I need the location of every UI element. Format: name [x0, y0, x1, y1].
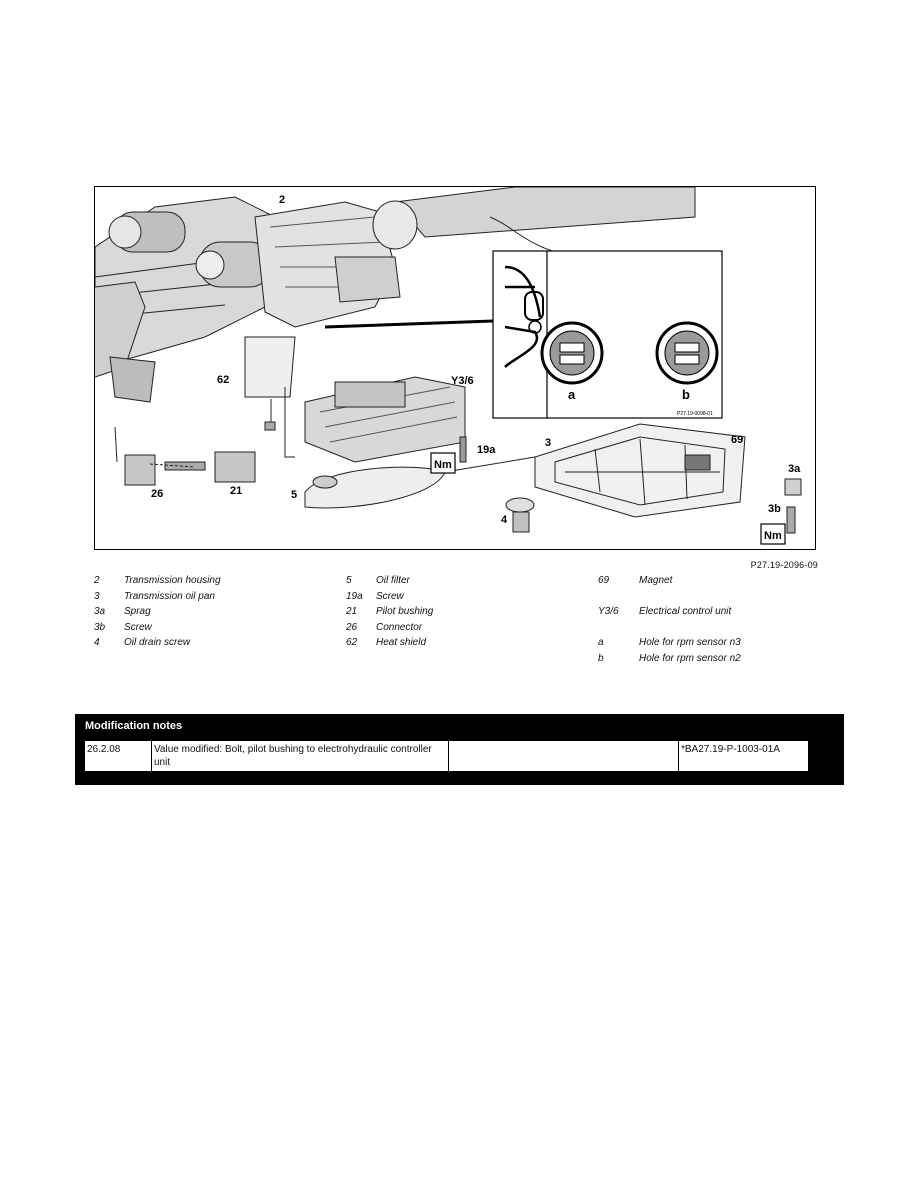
callout-62: 62: [217, 374, 230, 386]
inset-figure-id: P27.19-0098-01: [677, 411, 713, 417]
callout-69: 69: [731, 434, 744, 446]
callout-3: 3: [545, 437, 552, 449]
modification-reference: *BA27.19-P-1003-01A: [679, 741, 809, 772]
legend-item: a Hole for rpm sensor n3: [598, 637, 741, 649]
figure-id: P27.19-2096-09: [750, 560, 818, 570]
torque-symbol-3b: [761, 524, 785, 544]
legend-item: 3b Screw: [94, 621, 152, 633]
legend-column-2: [346, 573, 433, 651]
legend-column-3: [598, 573, 741, 667]
modification-notes-title: Modification notes: [85, 720, 183, 732]
callout-4: 4: [501, 514, 508, 526]
legend-item: b Hole for rpm sensor n2: [598, 652, 741, 664]
exploded-view-figure: [94, 186, 816, 550]
callout-5: 5: [291, 489, 298, 501]
table-row: [85, 741, 809, 772]
modification-text: Value modified: Bolt, pilot bushing to electrohydraulic controller unit: [152, 741, 449, 772]
callout-21: 21: [230, 485, 243, 497]
legend-column-1: [94, 573, 221, 651]
legend-item: [598, 620, 741, 636]
callout-2: 2: [279, 194, 286, 206]
callout-y3-6: Y3/6: [451, 375, 474, 387]
callout-a: a: [568, 387, 576, 402]
callout-26: 26: [151, 488, 164, 500]
callout-3b: 3b: [768, 503, 781, 515]
svg-text:Nm: Nm: [764, 530, 782, 542]
legend-item: 3 Transmission oil pan: [94, 590, 215, 602]
legend-item: 26 Connector: [346, 621, 423, 633]
legend-item: 21 Pilot bushing: [346, 606, 434, 618]
legend-item: 2 Transmission housing: [94, 575, 221, 586]
legend-item: Y3/6 Electrical control unit: [598, 606, 732, 618]
modification-date: 26.2.08: [85, 741, 152, 772]
legend-item: 4 Oil drain screw: [94, 637, 191, 649]
torque-symbol-19a: [431, 453, 455, 473]
callout-b: b: [682, 387, 690, 402]
legend-item: 19a Screw: [346, 590, 404, 602]
legend-item: 69 Magnet: [598, 575, 673, 586]
modification-blank: [449, 741, 679, 772]
svg-text:Nm: Nm: [434, 459, 452, 471]
legend-item: 62 Heat shield: [346, 637, 427, 649]
legend-item: [598, 589, 741, 605]
callout-19a: 19a: [477, 444, 496, 456]
modification-notes: [75, 714, 844, 785]
callout-3a: 3a: [788, 463, 801, 475]
legend-item: 5 Oil filter: [346, 575, 410, 586]
exploded-view-drawing: [95, 187, 816, 550]
legend-item: 3a Sprag: [94, 606, 151, 618]
modification-table: [84, 740, 809, 772]
